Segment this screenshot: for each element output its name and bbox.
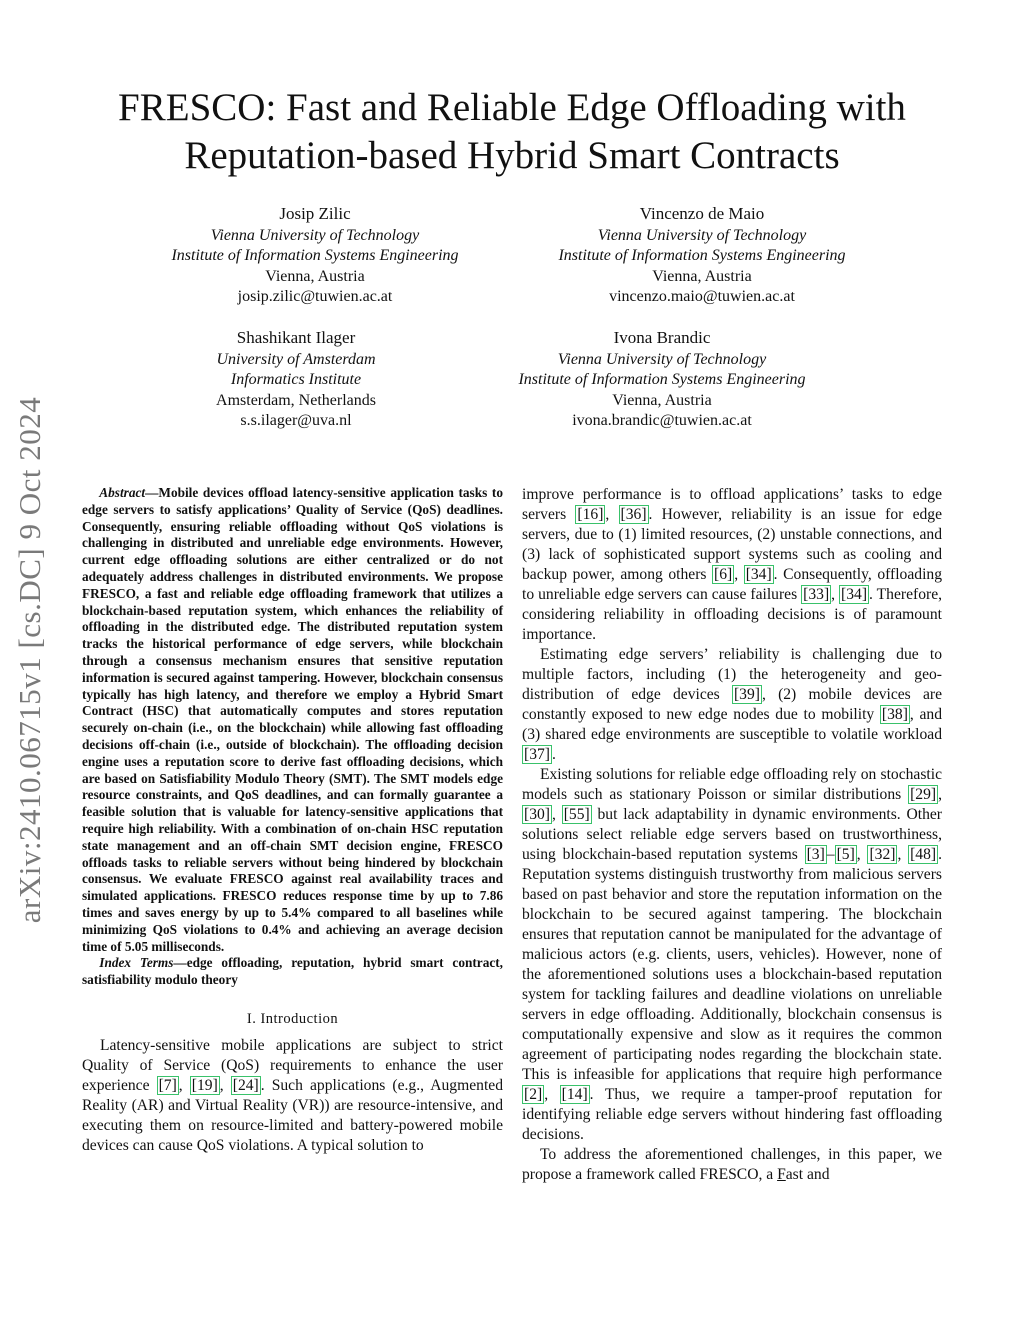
author-block-2 [472, 204, 932, 308]
citation-link[interactable]: [34] [841, 586, 868, 603]
author-email: vincenzo.maio@tuwien.ac.at [609, 288, 795, 305]
citation-link[interactable]: [16] [577, 506, 604, 523]
index-terms [82, 955, 503, 989]
author-location: Vienna, Austria [652, 267, 752, 285]
index-terms-text: —edge offloading, reputation, hybrid smart contract, satisfiability modulo theory [82, 955, 504, 988]
citation-link[interactable]: [7] [158, 1076, 177, 1094]
citation-link[interactable]: [36] [620, 506, 647, 523]
citation-link[interactable]: [32] [869, 846, 896, 863]
author-email: s.s.ilager@uva.nl [240, 412, 352, 429]
author-name: Josip Zilic [279, 204, 351, 223]
section-heading: I. Introduction [246, 1010, 339, 1027]
citation-link[interactable]: [33] [803, 586, 830, 603]
intro-paragraph: To address the aforementioned challenges, in this paper, we propose a framework called FRESCO, a Fast and [522, 1146, 942, 1183]
citation-link[interactable]: [3] [806, 846, 825, 863]
author-affiliation: University of Amsterdam [216, 350, 376, 368]
author-email: ivona.brandic@tuwien.ac.at [572, 412, 752, 429]
abstract [82, 485, 503, 955]
intro-paragraph: Estimating edge servers’ reliability is challenging due to multiple factors, including (1) the heterogeneity and geo-distribution of edge devices [39] , (2) mobile devices are constantly exposed to new edge nodes due to mobility [38] , and (3) shared edge environments are susceptible to volatile workload [37] . [522, 646, 943, 763]
citation-link[interactable]: [5] [836, 846, 855, 863]
author-location: Vienna, Austria [612, 391, 712, 409]
author-affiliation: Vienna University of Technology [557, 350, 767, 368]
intro-paragraph: Latency-sensitive mobile applications are subject to strict Quality of Service (QoS) requirements to enhance the user experience [7] , [19] , [24] . Such applications (e.g., Augmented Reality (AR) and Virtual Reality (VR)) are resource-intensive, and executing them on resource-limited and battery-powered mobile devices can cause QoS violations. A typical solution to [82, 1036, 504, 1154]
citation-link[interactable]: [38] [881, 706, 908, 723]
author-name: Shashikant Ilager [236, 328, 356, 347]
author-name: Ivona Brandic [613, 328, 711, 347]
arxiv-identifier-text: arXiv:2410.06715v1 [cs.DC] 9 Oct 2024 [12, 396, 47, 924]
arxiv-identifier [0, 360, 60, 960]
author-department: Informatics Institute [230, 371, 362, 388]
author-location: Vienna, Austria [265, 267, 365, 285]
author-department: Institute of Information Systems Engineering [558, 247, 846, 264]
intro-paragraph: Existing solutions for reliable edge offloading rely on stochastic models such as stationary Poisson or similar distributions [29] , [30] , [55] but lack adaptability in dynamic environments. Other solutions select reliable edge servers based on trustworthiness, using blockchain-based reputation systems [3] – [5] , [32] , [48] . Reputation systems distinguish trustworthy from malicious servers based on past behavior and store the reputation information on the blockchain to be secured against tampering. The blockchain ensures that reputation cannot be manipulated for the advantage of malicious actors (e.g. clients, users, vehicles). However, none of the aforementioned solutions uses a blockchain-based reputation system for tackling failures and deadline violations on unreliable servers in edge offloading. Additionally, blockchain consensus is computationally expensive and slow as it requires the common agreement of participating nodes regarding the blockchain state. This is infeasible for applications that require high performance [2] , [14] . Thus, we require a tamper-proof reputation for identifying reliable edge servers without hindering fast offloading decisions. [522, 766, 943, 1143]
citation-link[interactable]: [39] [733, 686, 760, 703]
citation-link[interactable]: [37] [524, 746, 550, 763]
author-email: josip.zilic@tuwien.ac.at [237, 288, 393, 305]
paper-title [80, 84, 944, 180]
author-location: Amsterdam, Netherlands [216, 391, 376, 409]
author-affiliation: Vienna University of Technology [597, 226, 807, 244]
citation-link[interactable]: [19] [191, 1076, 218, 1094]
citation-link[interactable]: [2] [524, 1086, 543, 1103]
index-terms-lead: Index Terms [99, 955, 174, 971]
author-department: Institute of Information Systems Engineering [171, 247, 459, 264]
citation-link[interactable]: [24] [232, 1076, 259, 1094]
right-column [522, 485, 942, 1185]
citation-link[interactable]: [30] [524, 806, 550, 823]
abstract-text: —Mobile devices offload latency-sensitive application tasks to edge servers to satisfy applications’ Quality of Service (QoS) deadlines. Consequently, ensuring reliable offloading without QoS violations is challenging in distributed and unreliable edge environments. However, current edge offloading solutions are either centralized or do not adequately address challenges in distributed environments. We propose FRESCO, a fast and reliable edge offloading framework that utilizes a blockchain-based reputation system, which enhances the reliability of offloading in the distributed edge. The distributed reputation system tracks the historical performance of edge servers, while blockchain through a consensus mechanism ensures that sensitive reputation information is secured against tampering. However, blockchain consensus typically has high latency, and therefore we employ a Hybrid Smart Contract (HSC) that automatically computes and stores reputation securely on-chain (i.e., on the blockchain) while allowing fast offloading decisions off-chain (i.e., outside of blockchain). The offloading decision engine uses a reputation score to derive fast offloading decisions, which are based on Satisfiability Modulo Theory (SMT). The SMT models edge resource constraints, and QoS deadlines, and can formally guarantee a feasible solution that is valuable for latency-sensitive applications that require high reliability. With a combination of on-chain HSC reputation state management and an off-chain SMT decision engine, FRESCO offloads tasks to reliable servers without being hindered by blockchain consensus. We evaluate FRESCO against real availability traces and simulated applications. FRESCO reduces response time by up to 7.86 times and saves energy by up to 5.4% compared to all baselines while minimizing QoS violations to 0.4% and achieving an average decision time of 5.05 milliseconds. [82, 485, 503, 954]
left-column [82, 485, 503, 1156]
title-line-2: Reputation-based Hybrid Smart Contracts [184, 134, 840, 177]
abstract-lead: Abstract [99, 485, 146, 500]
author-affiliation: Vienna University of Technology [210, 226, 420, 244]
citation-link[interactable]: [14] [561, 1086, 588, 1103]
citation-link[interactable]: [29] [910, 786, 937, 803]
citation-link[interactable]: [6] [714, 566, 733, 583]
citation-link[interactable]: [48] [910, 846, 937, 863]
title-line-1: FRESCO: Fast and Reliable Edge Offloading with [118, 86, 906, 129]
intro-paragraph-continued: improve performance is to offload applications’ tasks to edge servers [16] , [36] . However, reliability is an issue for edge servers, due to (1) limited resources, (2) unstable connections, and (3) lack of sophisticated support systems such as cooling and backup power, among others [6] , [34] . Consequently, offloading to unreliable edge servers can cause failures [33] , [34] . Therefore, considering reliability in offloading decisions is of paramount importance. [522, 486, 943, 643]
author-name: Vincenzo de Maio [639, 204, 765, 223]
author-department: Institute of Information Systems Engineering [518, 371, 806, 388]
citation-link[interactable]: [34] [745, 566, 772, 583]
citation-link[interactable]: [55] [563, 806, 590, 823]
author-block-4 [432, 328, 892, 432]
